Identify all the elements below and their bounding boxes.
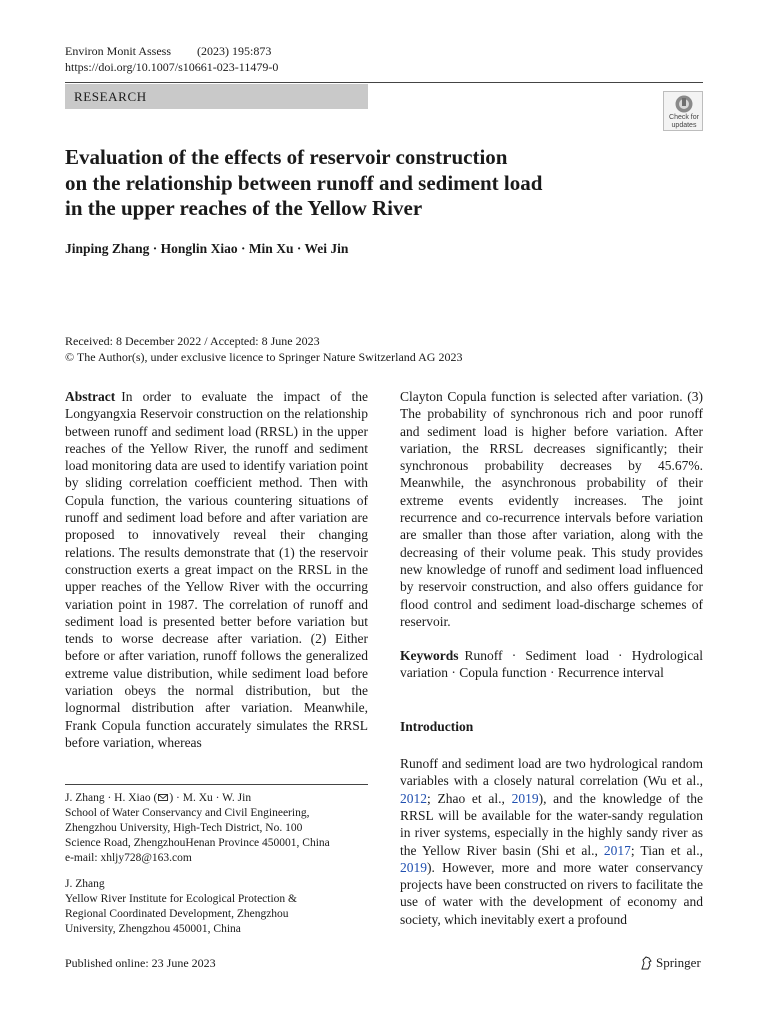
title-line: in the upper reaches of the Yellow River (65, 196, 423, 220)
abstract-left-column (65, 388, 368, 751)
citation-link[interactable]: 2012 (400, 790, 427, 806)
published-online: Published online: 23 June 2023 (65, 956, 216, 970)
citation-link[interactable]: 2017 (603, 842, 631, 858)
affiliation-line: University, Zhengzhou 450001, China (65, 923, 241, 935)
keywords-label: Keywords (400, 648, 459, 664)
affiliation-authors: ) · M. Xu · W. Jin (169, 792, 252, 804)
article-title (65, 145, 625, 222)
affiliation-line: Science Road, ZhengzhouHenan Province 450001, China (65, 837, 330, 849)
received-accepted: Received: 8 December 2022 / Accepted: 8 June 2023 (65, 334, 320, 348)
journal-volume: (2023) 195:873 (197, 44, 272, 58)
abstract-text-right: Clayton Copula function is selected after variation. (3) The probability of synchronous rich and poor runoff and sediment load is higher before variation. After variation, the RRSL decreases significantly; their synchronous probability decreases by 45.67%. Meanwhile, the asynchronous probability of their extreme events evidently increases. The joint recurrence and co-recurrence intervals before variation are smaller than those after variation, along with the decreasing of their volume peak. This study provides new knowledge of runoff and sediment load influenced by reservoir construction, and also offers guidance for flood control and sediment load-discharge schemes of reservoir. (400, 389, 703, 629)
abstract-text-left: In order to evaluate the impact of the Longyangxia Reservoir construction on the relationship between runoff and sediment load (RRSL) in the upper reaches of the Yellow River, the runoff and sediment load monitoring data are used to identify variation point by sliding correlation coefficient method. Then with Copula function, the various countering situations of runoff and sediment load before and after variation are proposed to innovatively reveal their changing relations. The results demonstrate that (1) the reservoir construction exerts a great impact on the RRSL in the upper reaches of the Yellow River with the occurring variation point in 1987. The correlation of runoff and sediment load is presented better before variation but tends to worse decrease after variation. (2) Either before or after variation, runoff follows the generalized extreme value distribution, while sediment load before variation obeys the normal distribution, but the lognormal distribution after variation. Meanwhile, Frank Copula function accurately simulates the RRSL before variation, whereas (65, 389, 368, 750)
doi-link[interactable]: https://doi.org/10.1007/s10661-023-11479-0 (65, 60, 279, 74)
copyright: © The Author(s), under exclusive licence to Springer Nature Switzerland AG 2023 (65, 350, 463, 364)
affiliation-2 (65, 877, 368, 937)
check-updates-icon (674, 94, 694, 114)
intro-text: ). However, more and more water conservancy projects have been constructed on rivers to facilitate the use of water with the development of economy and society, which inevitably exert a profound (400, 859, 703, 927)
author-email[interactable]: e-mail: xhljy728@163.com (65, 852, 192, 864)
section-label: RESEARCH (65, 84, 368, 109)
check-for-updates-badge[interactable] (663, 91, 703, 131)
affiliation-line: Regional Coordinated Development, Zhengzhou (65, 908, 289, 920)
right-column (400, 388, 703, 928)
introduction-paragraph (400, 755, 703, 928)
intro-text: ; Zhao et al., (427, 790, 512, 806)
affiliation-authors: J. Zhang (65, 878, 105, 890)
intro-text: ; Tian et al., (630, 842, 703, 858)
affiliation-line: Zhengzhou University, High-Tech District, No. 100 (65, 822, 303, 834)
article-dates (65, 333, 462, 365)
springer-horse-icon (640, 956, 653, 970)
publisher-name: Springer (656, 955, 701, 970)
citation-link[interactable]: 2019 (400, 859, 427, 875)
affiliation-authors: J. Zhang · H. Xiao ( (65, 792, 158, 804)
journal-name: Environ Monit Assess (65, 44, 172, 58)
springer-logo (640, 955, 701, 971)
affiliation-line: Yellow River Institute for Ecological Protection & (65, 893, 297, 905)
header-rule (65, 82, 703, 83)
intro-text: ), and the knowledge of the RRSL will be available for the water-sandy regulation in river systems, especially in the highly sandy river as the Yellow River basin (Shi et al., (400, 790, 703, 858)
author-list: Jinping Zhang · Honglin Xiao · Min Xu · Wei Jin (65, 241, 349, 256)
keywords-text: Runoff · Sediment load · Hydrological variation · Copula function · Recurrence interval (400, 648, 703, 681)
affiliation-line: School of Water Conservancy and Civil Engineering, (65, 807, 310, 819)
footnote-rule (65, 784, 368, 785)
keywords (400, 647, 703, 682)
title-line: Evaluation of the effects of reservoir construction (65, 145, 508, 169)
affiliation-1 (65, 791, 368, 866)
affiliations (65, 791, 368, 948)
introduction-heading: Introduction (400, 718, 474, 734)
citation-link[interactable]: 2019 (511, 790, 539, 806)
journal-header (65, 43, 278, 75)
intro-text: Runoff and sediment load are two hydrological random variables with a closely natural correlation (Wu et al., (400, 756, 703, 789)
envelope-icon[interactable] (158, 794, 168, 801)
title-line: on the relationship between runoff and sediment load (65, 170, 543, 195)
badge-label: Check for updates (669, 114, 699, 129)
abstract-label: Abstract (65, 389, 116, 404)
